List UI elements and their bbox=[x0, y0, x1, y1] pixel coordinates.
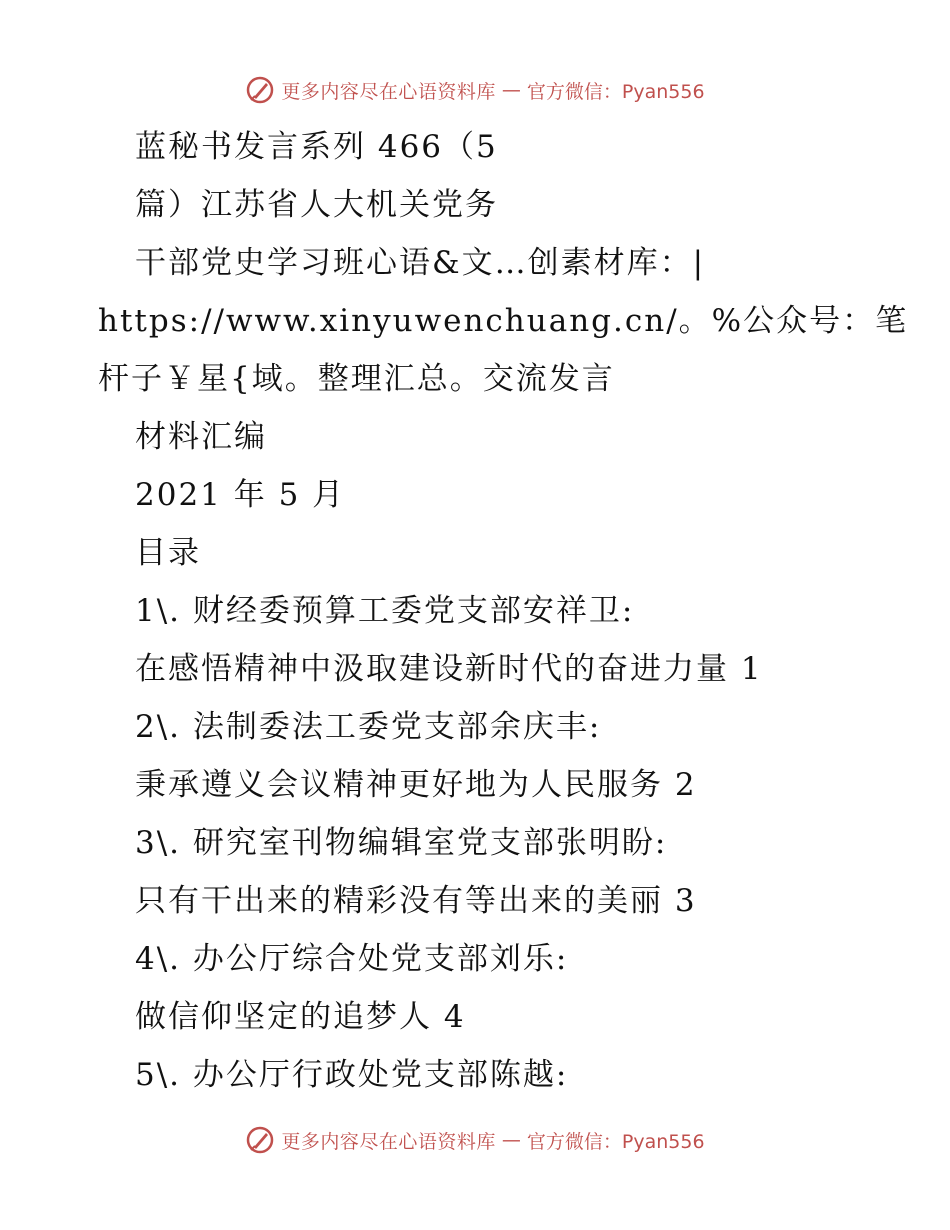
toc-item-4-title: 做信仰坚定的追梦人 4 bbox=[135, 999, 466, 1035]
quill-pen-circle-icon bbox=[245, 75, 275, 105]
footer-watermark-banner bbox=[0, 1120, 950, 1160]
title-line-6: 材料汇编 bbox=[135, 419, 267, 455]
toc-item-2-title: 秉承遵义会议精神更好地为人民服务 2 bbox=[135, 767, 697, 803]
toc-item-4-author: 4\. 办公厅综合处党支部刘乐: bbox=[135, 941, 569, 977]
title-line-4-url: https://www.xinyuwenchuang.cn/。%公众号：笔 bbox=[98, 303, 909, 339]
header-watermark-banner bbox=[0, 70, 950, 110]
toc-item-3-author: 3\. 研究室刊物编辑室党支部张明盼: bbox=[135, 825, 668, 861]
banner-site-text: 更多内容尽在心语资料库 bbox=[281, 80, 496, 103]
date-line: 2021 年 5 月 bbox=[135, 477, 346, 513]
banner-separator: — bbox=[501, 1129, 521, 1151]
toc-item-3-title: 只有干出来的精彩没有等出来的美丽 3 bbox=[135, 883, 697, 919]
title-line-1: 蓝秘书发言系列 466（5 bbox=[135, 129, 498, 165]
banner-contact-text: 官方微信：Pyan556 bbox=[526, 1130, 705, 1153]
banner-site-text: 更多内容尽在心语资料库 bbox=[281, 1130, 496, 1153]
toc-heading: 目录 bbox=[135, 535, 201, 571]
toc-item-1-author: 1\. 财经委预算工委党支部安祥卫: bbox=[135, 593, 635, 629]
banner-separator: — bbox=[501, 79, 521, 101]
quill-pen-circle-icon bbox=[245, 1125, 275, 1155]
toc-item-2-author: 2\. 法制委法工委党支部余庆丰: bbox=[135, 709, 602, 745]
toc-item-5-author: 5\. 办公厅行政处党支部陈越: bbox=[135, 1057, 569, 1093]
banner-contact-text: 官方微信：Pyan556 bbox=[526, 80, 705, 103]
title-line-2: 篇）江苏省人大机关党务 bbox=[135, 187, 498, 223]
title-line-3: 干部党史学习班心语&文…创素材库：| bbox=[135, 245, 706, 281]
toc-item-1-title: 在感悟精神中汲取建设新时代的奋进力量 1 bbox=[135, 651, 763, 687]
title-line-5: 杆子￥星{域。整理汇总。交流发言 bbox=[98, 361, 615, 397]
